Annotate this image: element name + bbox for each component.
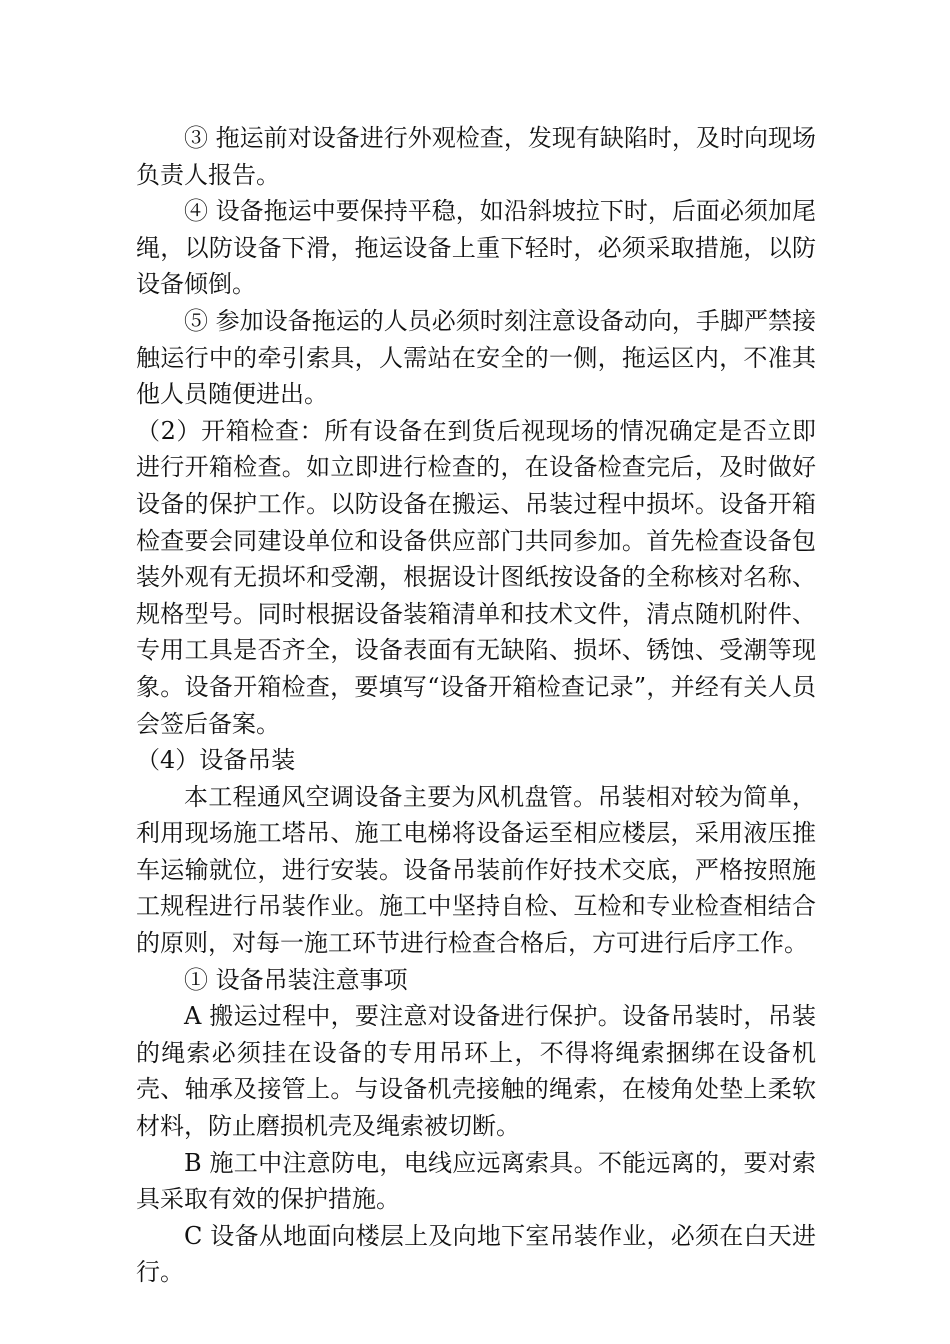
paragraph-note-b: B 施工中注意防电，电线应远离索具。不能远离的，要对索具采取有效的保护措施。 <box>136 1148 816 1214</box>
paragraph-item-3-inspection: ③ 拖运前对设备进行外观检查，发现有缺陷时，及时向现场负责人报告。 <box>136 124 816 189</box>
subheading-hoisting-notes: ① 设备吊装注意事项 <box>184 965 408 994</box>
paragraph-note-c: C 设备从地面向楼层上及向地下室吊装作业，必须在白天进行。 <box>136 1221 816 1287</box>
paragraph-item-5-personnel: ⑤ 参加设备拖运的人员必须时刻注意设备动向，手脚严禁接触运行中的牵引索具，人需站在安全的一侧，拖运区内，不准其他人员随便进出。 <box>136 306 816 409</box>
paragraph-note-a: A 搬运过程中，要注意对设备进行保护。设备吊装时，吊装的绳索必须挂在设备的专用吊环上，不得将绳索捆绑在设备机壳、轴承及接管上。与设备机壳接触的绳索，在棱角处垫上柔软材料，防止磨损机壳及绳索被切断。 <box>136 1002 816 1141</box>
paragraph-item-4-stability: ④ 设备拖运中要保持平稳，如沿斜坡拉下时，后面必须加尾绳，以防设备下滑，拖运设备上重下轻时，必须采取措施，以防设备倾倒。 <box>136 197 816 299</box>
section-heading-equipment-hoisting: （4）设备吊装 <box>136 746 296 775</box>
document-body <box>136 120 816 1291</box>
paragraph-hoisting-overview: 本工程通风空调设备主要为风机盘管。吊装相对较为简单，利用现场施工塔吊、施工电梯将设备运至相应楼层，采用液压推车运输就位，进行安装。设备吊装前作好技术交底，严格按照施工规程进行吊装作业。施工中坚持自检、互检和专业检查相结合的原则，对每一施工环节进行检查合格后，方可进行后序工作。 <box>136 782 816 958</box>
paragraph-unpacking-inspection: （2）开箱检查：所有设备在到货后视现场的情况确定是否立即进行开箱检查。如立即进行检查的，在设备检查完后，及时做好设备的保护工作。以防设备在搬运、吊装过程中损坏。设备开箱检查要会同建设单位和设备供应部门共同参加。首先检查设备包装外观有无损坏和受潮，根据设计图纸按设备的全称核对名称、规格型号。同时根据设备装箱清单和技术文件，清点随机附件、专用工具是否齐全，设备表面有无缺陷、损坏、锈蚀、受潮等现象。设备开箱检查，要填写“设备开箱检查记录”，并经有关人员会签后备案。 <box>136 416 816 738</box>
